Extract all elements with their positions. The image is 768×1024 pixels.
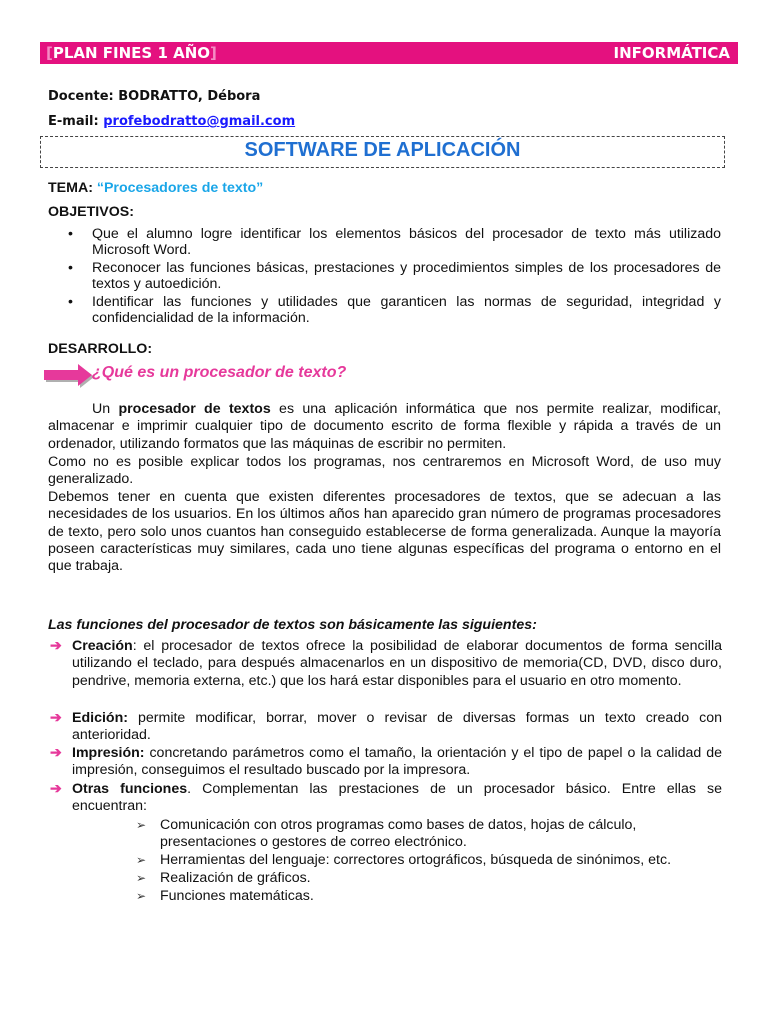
pink-arrow-bullet-icon: ➔ xyxy=(50,781,62,797)
funciones-title: Las funciones del procesador de textos son básicamente las siguientes: xyxy=(48,617,537,633)
title-box xyxy=(40,136,725,168)
email-line xyxy=(48,114,295,129)
funcion-item xyxy=(50,638,722,690)
sub-item-text: Funciones matemáticas. xyxy=(160,888,314,904)
sub-item-text: Realización de gráficos. xyxy=(160,870,311,886)
docente-line xyxy=(48,89,260,104)
funcion-item xyxy=(50,710,722,745)
p1-pre: Un xyxy=(92,401,119,417)
docente-label: Docente: xyxy=(48,89,114,104)
sub-item xyxy=(136,817,722,851)
funcion-label: Creación xyxy=(72,638,133,654)
pink-arrow-bullet-icon: ➔ xyxy=(50,745,62,761)
tema-value: “Procesadores de texto” xyxy=(96,180,264,196)
tema-label: TEMA: xyxy=(48,180,93,196)
tema-line xyxy=(48,180,721,197)
sub-item xyxy=(136,852,722,869)
p1-post: es una aplicación informática que nos permite realizar, modificar, almacenar e imprimir cualquier tipo de documento escrito de forma flexible y rápida a través de un ordenador, utilizando formatos que las máquinas de escribir no permiten. xyxy=(48,401,722,452)
list-item: • Reconocer las funciones básicas, prestaciones y procedimientos simples de los procesadores de textos y autoedición. xyxy=(48,260,721,292)
paragraph-3: Debemos tener en cuenta que existen diferentes procesadores de textos, que se adecuan a las necesidades de los usuarios. En los últimos años han aparecido gran número de programas procesadores de texto, pero solo unos cuantos han conseguido establecerse de forma generalizada. Aunque la mayoría poseen características muy similares, cada uno tiene algunas específicas del programa o entorno en el que trabaja. xyxy=(48,489,721,575)
pink-arrow-icon xyxy=(42,362,94,388)
sub-item-text: Herramientas del lenguaje: correctores ortográficos, búsqueda de sinónimos, etc. xyxy=(160,852,672,868)
course-name: PLAN FINES 1 AÑO xyxy=(52,44,211,62)
funcion-text: permite modificar, borrar, mover o revisar de diversas formas un texto creado con anterioridad. xyxy=(72,710,722,744)
email-link[interactable]: profebodratto@gmail.com xyxy=(103,114,296,129)
sub-item-text: Comunicación con otros programas como bases de datos, hojas de cálculo, presentaciones o gestores de correo electrónico. xyxy=(160,817,637,850)
header-course xyxy=(46,44,217,62)
pink-arrow-bullet-icon: ➔ xyxy=(50,638,62,654)
bracket-close: ] xyxy=(210,44,217,62)
header-subject: INFORMÁTICA xyxy=(613,44,730,62)
paragraph-1 xyxy=(48,401,721,453)
paragraph-2: Como no es posible explicar todos los programas, nos centraremos en Microsoft Word, de uso muy generalizado. xyxy=(48,454,721,488)
pink-arrow-bullet-icon: ➔ xyxy=(50,710,62,726)
funcion-label: Impresión: xyxy=(72,745,145,761)
p1-bold: procesador de textos xyxy=(118,401,271,417)
funcion-text: . Complementan las prestaciones de un procesador básico. Entre ellas se encuentran: xyxy=(72,781,722,815)
chevron-right-icon: ➢ xyxy=(136,853,147,867)
funcion-text: concretando parámetros como el tamaño, la orientación y el tipo de papel o la calidad de impresión, conseguimos el resultado buscado por la impresora. xyxy=(72,745,722,779)
list-item: • Identificar las funciones y utilidades que garanticen las normas de seguridad, integridad y confidencialidad de la información. xyxy=(48,294,721,326)
funcion-text: : el procesador de textos ofrece la posibilidad de elaborar documentos de forma sencilla utilizando el teclado, para después almacenarlos en un dispositivo de memoria(CD, DVD, disco duro, pendrive, memoria externa, etc.) que los hará estar disponibles para el usuario en otro momento. xyxy=(72,638,722,689)
funcion-item xyxy=(50,781,722,816)
question-heading: ¿Qué es un procesador de texto? xyxy=(92,364,347,381)
header-bar xyxy=(40,42,738,64)
chevron-right-icon: ➢ xyxy=(136,818,147,832)
list-item: • Que el alumno logre identificar los elementos básicos del procesador de texto más utilizado Microsoft Word. xyxy=(48,226,721,258)
funcion-label: Otras funciones xyxy=(72,781,188,797)
chevron-right-icon: ➢ xyxy=(136,871,147,885)
bracket-open: [ xyxy=(46,44,53,62)
objetivos-list xyxy=(48,226,721,328)
funcion-item xyxy=(50,745,722,780)
email-label: E-mail: xyxy=(48,114,99,129)
desarrollo-label: DESARROLLO: xyxy=(48,341,153,357)
sub-item xyxy=(136,870,722,887)
objetivos-label: OBJETIVOS: xyxy=(48,204,134,220)
funcion-label: Edición: xyxy=(72,710,128,726)
chevron-right-icon: ➢ xyxy=(136,889,147,903)
page-title: SOFTWARE DE APLICACIÓN xyxy=(244,139,521,161)
docente-name: BODRATTO, Débora xyxy=(118,89,261,104)
sub-item xyxy=(136,888,722,905)
